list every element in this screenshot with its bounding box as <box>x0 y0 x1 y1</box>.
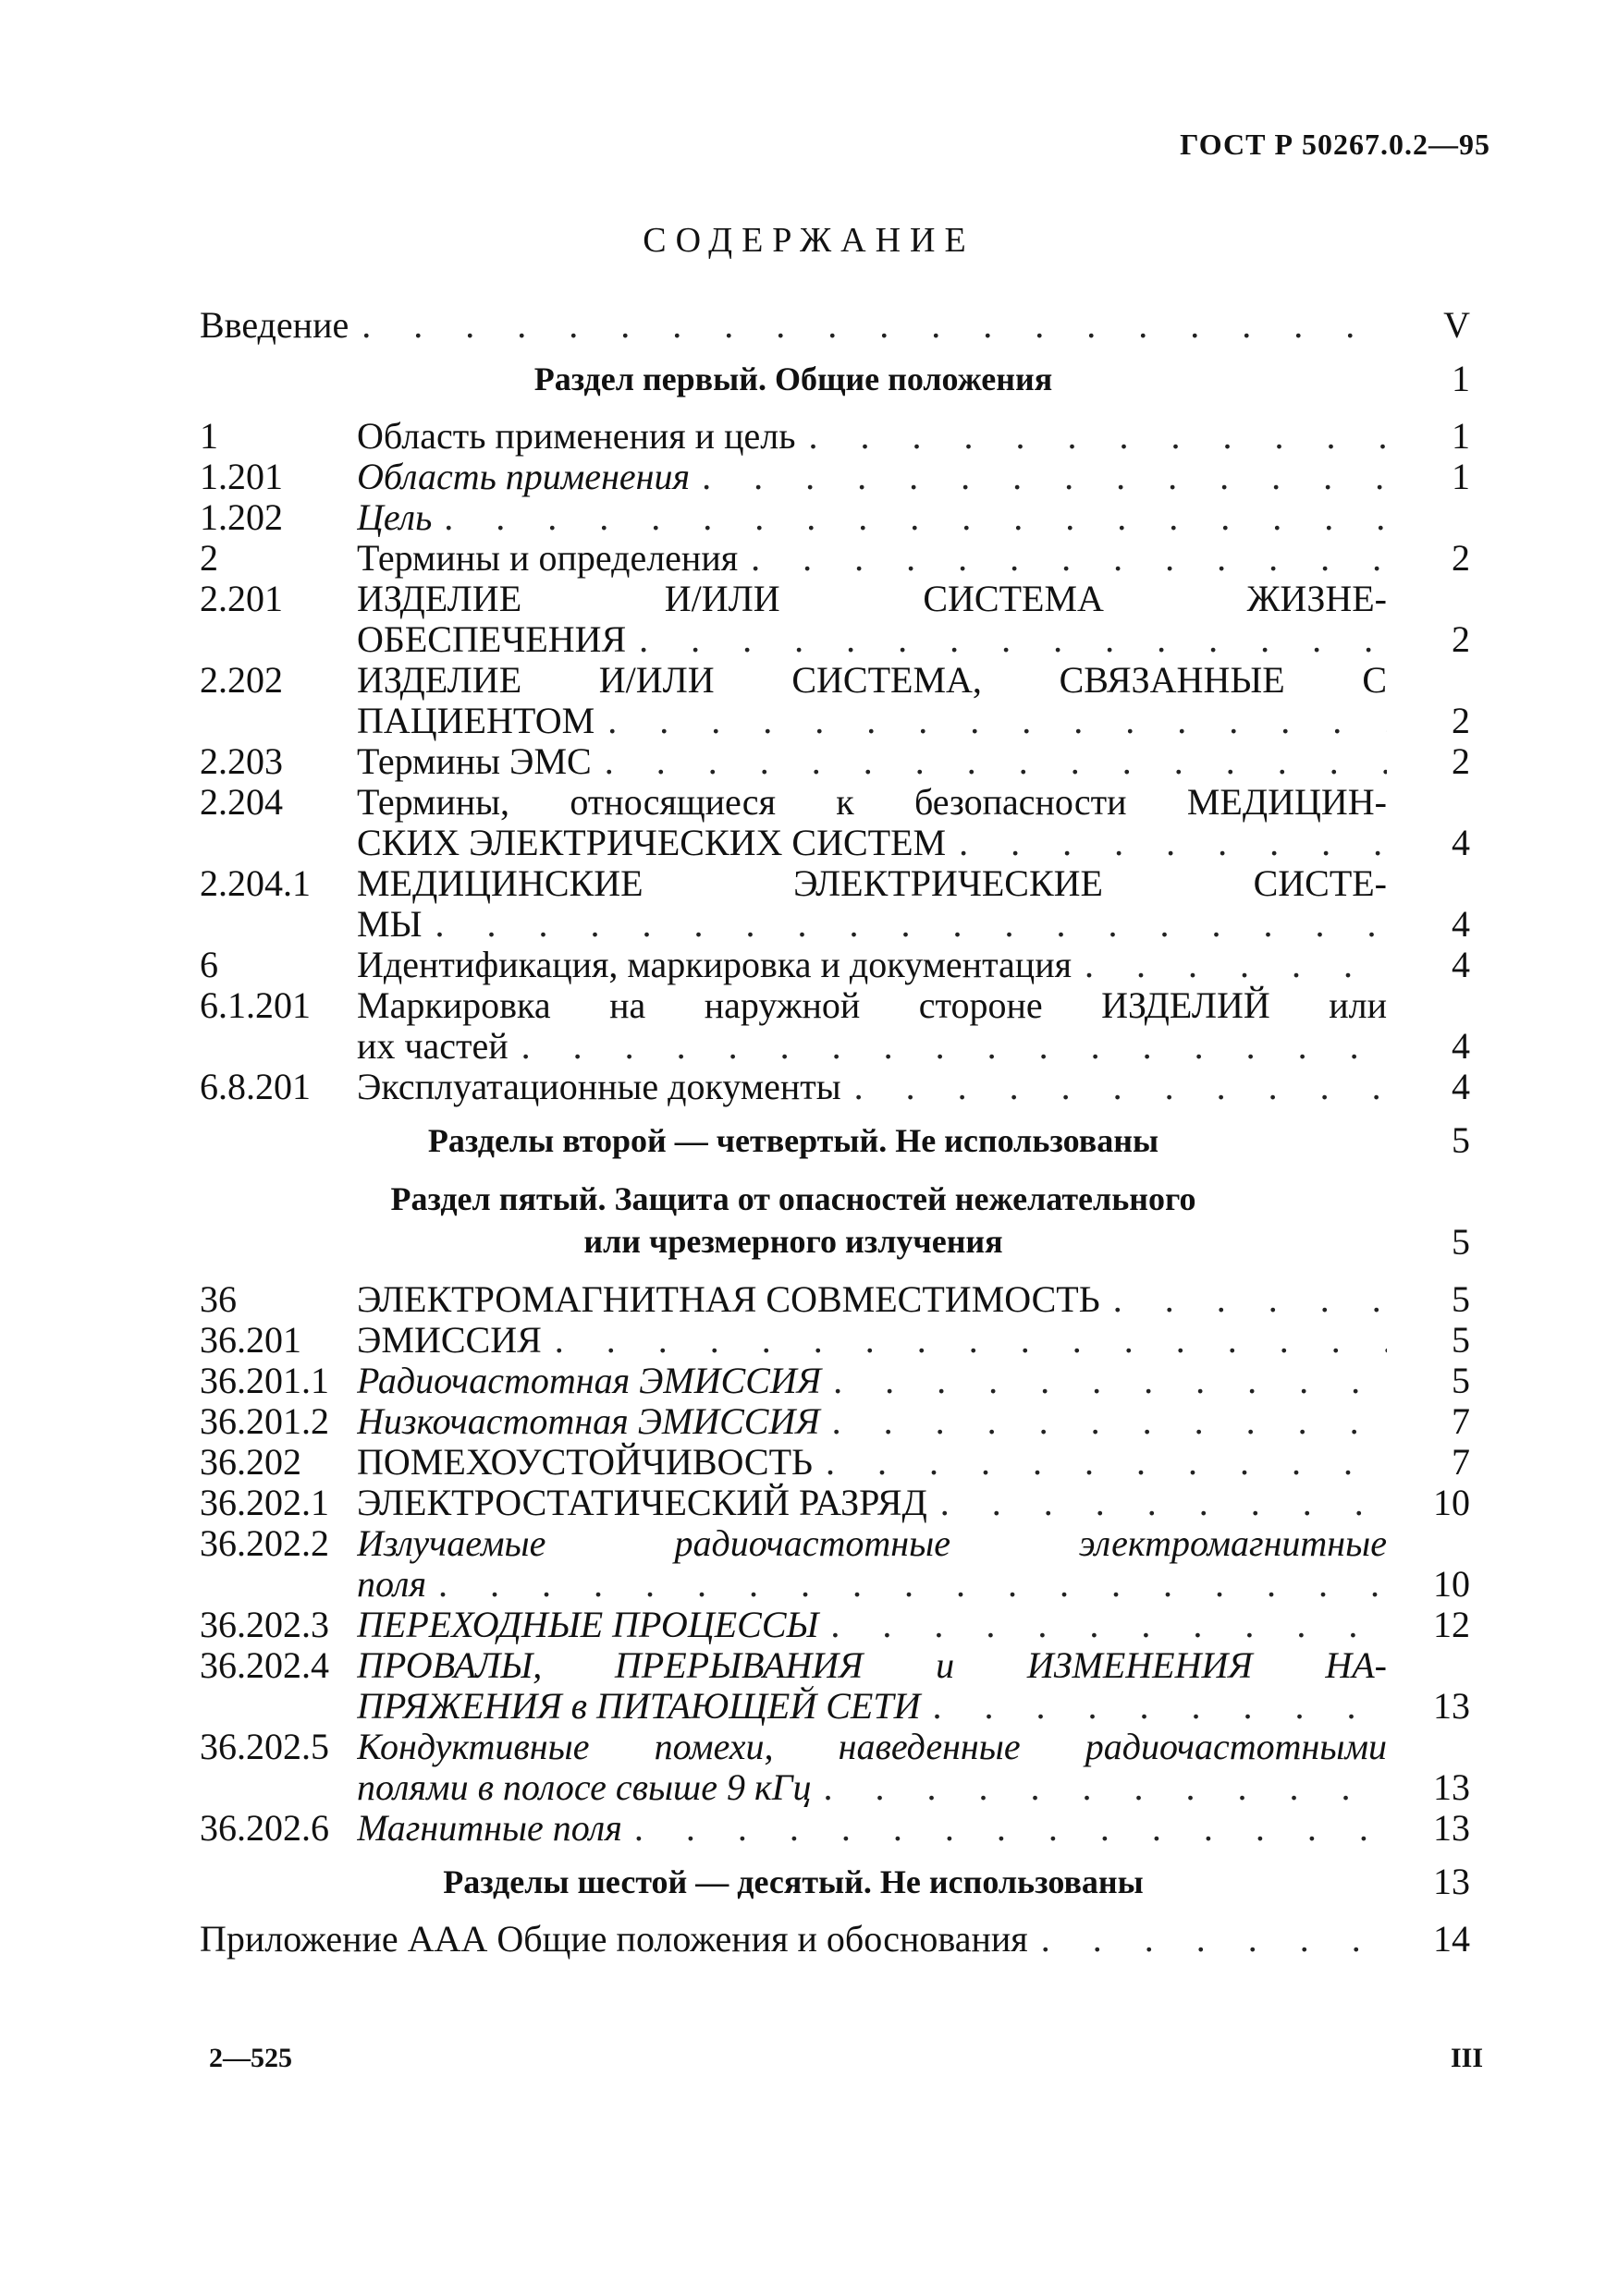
entry-page: 4 <box>1452 822 1470 863</box>
entry-number: 1.202 <box>200 496 283 538</box>
entry-title: Радиочастотная ЭМИССИЯ <box>357 1361 822 1401</box>
entry-title: Излучаемые радиочастотные электромагнитные <box>357 1523 1387 1564</box>
toc-entry[interactable] <box>200 1442 1470 1483</box>
entry-title: ПАЦИЕНТОМ <box>357 701 595 741</box>
entry-title: ПРОВАЛЫ, ПРЕРЫВАНИЯ и ИЗМЕНЕНИЯ НА- <box>357 1645 1387 1686</box>
toc-entry[interactable] <box>200 1808 1470 1849</box>
entry-title: ПЕРЕХОДНЫЕ ПРОЦЕССЫ <box>357 1605 819 1645</box>
entry-number: 36.202.5 <box>200 1726 329 1767</box>
toc-entry[interactable] <box>200 660 1470 701</box>
toc-intro-page: V <box>1443 304 1470 346</box>
entry-title: Термины ЭМС <box>357 741 592 782</box>
entry-page: 2 <box>1452 740 1470 782</box>
toc-entry[interactable] <box>200 1026 1470 1067</box>
sheet-number: 2—525 <box>209 2043 292 2073</box>
entry-title: Магнитные поля <box>357 1808 622 1849</box>
section-title: Раздел пятый. Защита от опасностей нежелательного или чрезмерного излучения <box>390 1180 1196 1260</box>
entry-page: 4 <box>1452 1025 1470 1067</box>
entry-number: 2.204.1 <box>200 862 311 904</box>
toc-entry[interactable] <box>200 782 1470 823</box>
entry-page: 7 <box>1452 1400 1470 1442</box>
toc-entry[interactable] <box>200 863 1470 904</box>
entry-title: полями в полосе свыше 9 кГц <box>357 1767 812 1808</box>
table-of-contents <box>200 305 1470 1960</box>
entry-number: 6 <box>200 944 218 985</box>
entry-number: 36 <box>200 1278 237 1320</box>
toc-entry[interactable] <box>200 1564 1470 1605</box>
entry-page: 7 <box>1452 1441 1470 1483</box>
toc-entry[interactable] <box>200 1483 1470 1523</box>
entry-page: 5 <box>1452 1278 1470 1320</box>
toc-entry[interactable] <box>200 945 1470 985</box>
section-title: Раздел первый. Общие положения <box>533 360 1053 397</box>
toc-section-heading[interactable] <box>200 1178 1470 1263</box>
toc-entry[interactable] <box>200 741 1470 782</box>
appendix-page: 14 <box>1433 1918 1470 1960</box>
toc-entry[interactable] <box>200 497 1470 538</box>
entry-page: 10 <box>1433 1482 1470 1523</box>
toc-entry[interactable] <box>200 1361 1470 1401</box>
entry-title: ЭЛЕКТРОМАГНИТНАЯ СОВМЕСТИМОСТЬ <box>357 1279 1100 1320</box>
entry-number: 2.204 <box>200 781 283 823</box>
entry-number: 2.203 <box>200 740 283 782</box>
entry-title: Термины и определения <box>357 538 739 579</box>
entry-title: Кондуктивные помехи, наведенные радиочастотными <box>357 1727 1387 1767</box>
entry-title: Идентификация, маркировка и документация <box>357 945 1073 985</box>
toc-intro[interactable] <box>200 305 1470 346</box>
entry-title: Область применения и цель <box>357 416 796 457</box>
toc-entry[interactable] <box>200 538 1470 579</box>
entry-title: поля <box>357 1564 427 1605</box>
entry-number: 36.201.2 <box>200 1400 329 1442</box>
entry-page: 2 <box>1452 537 1470 579</box>
entry-page: 4 <box>1452 944 1470 985</box>
entry-page: 5 <box>1452 1319 1470 1361</box>
entry-title: Термины, относящиеся к безопасности МЕДИЦИН- <box>357 782 1387 823</box>
entry-title: МЫ <box>357 904 423 945</box>
entry-page: 10 <box>1433 1563 1470 1605</box>
entry-title: Область применения <box>357 457 691 497</box>
toc-entry[interactable] <box>200 1686 1470 1727</box>
entry-title: ПРЯЖЕНИЯ в ПИТАЮЩЕЙ СЕТИ <box>357 1686 921 1727</box>
section-title: Разделы шестой — десятый. Не использованы <box>443 1863 1144 1900</box>
entry-number: 2.202 <box>200 659 283 701</box>
toc-entry[interactable] <box>200 1605 1470 1645</box>
entry-number: 1.201 <box>200 456 283 497</box>
entry-number: 36.202.2 <box>200 1522 329 1564</box>
entry-number: 36.201 <box>200 1319 301 1361</box>
entry-number: 36.202 <box>200 1441 301 1483</box>
toc-appendix[interactable] <box>200 1919 1470 1960</box>
toc-entry[interactable] <box>200 579 1470 619</box>
entry-title: ИЗДЕЛИЕ И/ИЛИ СИСТЕМА, СВЯЗАННЫЕ С <box>357 660 1387 701</box>
entry-number: 1 <box>200 415 218 457</box>
entry-page: 13 <box>1433 1807 1470 1849</box>
entry-number: 2.201 <box>200 578 283 619</box>
entry-number: 36.202.3 <box>200 1604 329 1645</box>
entry-page: 13 <box>1433 1685 1470 1727</box>
toc-entry[interactable] <box>200 1645 1470 1686</box>
toc-entry[interactable] <box>200 1401 1470 1442</box>
entry-number: 36.202.4 <box>200 1644 329 1686</box>
section-page: 1 <box>1452 358 1470 399</box>
entry-title: Цель <box>357 497 433 538</box>
entry-page: 4 <box>1452 1066 1470 1107</box>
entry-number: 36.202.1 <box>200 1482 329 1523</box>
entry-number: 6.8.201 <box>200 1066 311 1107</box>
document-code: ГОСТ Р 50267.0.2—95 <box>1180 128 1490 161</box>
toc-entry[interactable] <box>200 457 1470 497</box>
entry-number: 2 <box>200 537 218 579</box>
entry-page: 12 <box>1433 1604 1470 1645</box>
toc-intro-label: Введение <box>200 305 349 346</box>
entry-page: 4 <box>1452 903 1470 945</box>
toc-entry[interactable] <box>200 619 1470 660</box>
section-page: 13 <box>1433 1861 1470 1902</box>
entry-number: 36.202.6 <box>200 1807 329 1849</box>
entry-page: 1 <box>1452 415 1470 457</box>
appendix-label: Приложение ААА Общие положения и обоснования <box>200 1919 1028 1960</box>
toc-entry[interactable] <box>200 1727 1470 1767</box>
toc-entry[interactable] <box>200 416 1470 457</box>
toc-section-heading[interactable] <box>200 1120 1470 1161</box>
entry-title: ИЗДЕЛИЕ И/ИЛИ СИСТЕМА ЖИЗНЕ- <box>357 579 1387 619</box>
entry-page: 13 <box>1433 1766 1470 1808</box>
entry-title: ОБЕСПЕЧЕНИЯ <box>357 619 627 660</box>
entry-title: СКИХ ЭЛЕКТРИЧЕСКИХ СИСТЕМ <box>357 823 947 863</box>
toc-entry[interactable] <box>200 1320 1470 1361</box>
entry-page: 5 <box>1452 1360 1470 1401</box>
entry-page: 2 <box>1452 618 1470 660</box>
entry-title: ЭЛЕКТРОСТАТИЧЕСКИЙ РАЗРЯД <box>357 1483 927 1523</box>
toc-entry[interactable] <box>200 1279 1470 1320</box>
page-title: СОДЕРЖАНИЕ <box>643 221 975 260</box>
section-page: 5 <box>1452 1221 1470 1263</box>
toc-entry[interactable] <box>200 985 1470 1026</box>
toc-section-heading[interactable] <box>200 1862 1470 1902</box>
toc-section-heading[interactable] <box>200 359 1470 399</box>
entry-title: ПОМЕХОУСТОЙЧИВОСТЬ <box>357 1442 813 1483</box>
entry-page: 2 <box>1452 700 1470 741</box>
entry-title: Маркировка на наружной стороне ИЗДЕЛИЙ или <box>357 985 1387 1026</box>
toc-entry[interactable] <box>200 1067 1470 1107</box>
entry-number: 6.1.201 <box>200 984 311 1026</box>
toc-entry[interactable] <box>200 823 1470 863</box>
page-number: III <box>1450 2043 1483 2073</box>
toc-entry[interactable] <box>200 1523 1470 1564</box>
entry-title: их частей <box>357 1026 509 1067</box>
entry-page: 1 <box>1452 456 1470 497</box>
entry-title: МЕДИЦИНСКИЕ ЭЛЕКТРИЧЕСКИЕ СИСТЕ- <box>357 863 1387 904</box>
entry-number: 36.201.1 <box>200 1360 329 1401</box>
toc-entry[interactable] <box>200 904 1470 945</box>
entry-title: ЭМИССИЯ <box>357 1320 542 1361</box>
toc-entry[interactable] <box>200 701 1470 741</box>
section-title: Разделы второй — четвертый. Не использованы <box>427 1122 1159 1159</box>
toc-entry[interactable] <box>200 1767 1470 1808</box>
entry-title: Низкочастотная ЭМИССИЯ <box>357 1401 820 1442</box>
entry-title: Эксплуатационные документы <box>357 1067 841 1107</box>
section-page: 5 <box>1452 1119 1470 1161</box>
